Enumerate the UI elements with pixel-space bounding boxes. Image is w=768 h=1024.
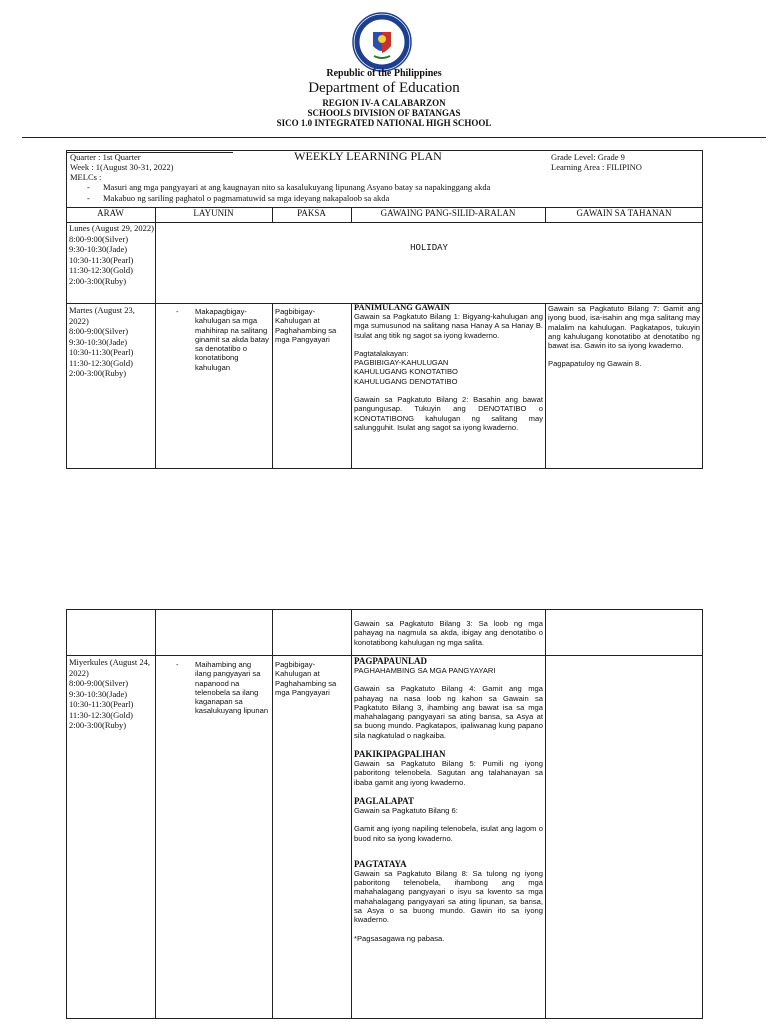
col-layunin: LAYUNIN bbox=[193, 208, 234, 218]
quarter-underline bbox=[67, 152, 233, 153]
martes-slot-ruby: 2:00-3:00(Ruby) bbox=[69, 368, 127, 378]
col-divider bbox=[545, 207, 546, 222]
lunes-date: Lunes (August 29, 2022) bbox=[69, 223, 154, 233]
miyerkules-slot-pearl: 10:30-11:30(Pearl) bbox=[69, 699, 134, 709]
week-text: Week : 1(August 30-31, 2022) bbox=[70, 162, 174, 172]
lunes-slot-silver: 8:00-9:00(Silver) bbox=[69, 233, 129, 244]
topic-line-2: KAHULUGANG KONOTATIBO bbox=[354, 367, 458, 377]
gawain-7: Gawain sa Pagkatuto Bilang 7: Gamit ang iyong buod, isa-isahin ang mga salitang may malalim na kahulugan. Pagkatapos, tukuyin ang kahulugang konotatibo at denotatibo ng bawat isa. Gawin ito sa iyong kwaderno. bbox=[548, 304, 700, 351]
col-divider bbox=[351, 207, 352, 222]
col-divider bbox=[351, 303, 352, 469]
col-gawain: GAWAING PANG-SILID-ARALAN bbox=[380, 208, 516, 218]
topic-line-1: PAGBIBIGAY-KAHULUGAN bbox=[354, 358, 449, 368]
miyerkules-date: Miyerkules (August 24, 2022) bbox=[69, 657, 150, 678]
miyerkules-slot-gold: 11:30-12:30(Gold) bbox=[69, 709, 133, 720]
martes-tahanan bbox=[548, 304, 700, 369]
division-text: SCHOOLS DIVISION OF BATANGAS bbox=[307, 108, 461, 118]
col-araw: ARAW bbox=[97, 208, 124, 218]
gawain-4: Gawain sa Pagkatuto Bilang 4: Gamit ang mga pahayag na nasa loob ng kahon sa Gawain sa Pagkatuto Bilang 3, ihambing ang bawat isa sa mga mahahalagang pangyayari sa ating bansa, sa Asya at sa buong mundo. Pagkatapos, ipaliwanag kung papano sila nagkatulad o nagkaiba. bbox=[354, 684, 543, 740]
lunes-slot-pearl: 10:30-11:30(Pearl) bbox=[69, 254, 134, 265]
col-tahanan: GAWAIN SA TAHANAN bbox=[576, 208, 672, 218]
col-divider bbox=[545, 303, 546, 469]
school-name: SICO 1.0 INTEGRATED NATIONAL HIGH SCHOOL bbox=[276, 118, 492, 128]
melc-bullet-2: - bbox=[87, 193, 90, 203]
gawain-8: Gawain sa Pagkatuto Bilang 8: Sa tulong ng iyong paboritong telenobela, ihambong ang mga mahahalagang pangyayari o isyu sa kwento sa mga mahahalagang pangyayari sa ating lipunan, sa bansa, sa Asya o sa buong mundo. Gawin ito sa iyong kwaderno. bbox=[354, 868, 543, 925]
miyerkules-day bbox=[69, 657, 154, 731]
pagtatalakayan-label: Pagtatalakayan: bbox=[354, 348, 409, 358]
col-divider bbox=[272, 609, 273, 1019]
pabasa-note: *Pagsasagawa ng pabasa. bbox=[354, 933, 445, 943]
pagpapaunlad-heading: PAGPAPAUNLAD bbox=[354, 656, 427, 666]
department-title: Department of Education bbox=[308, 80, 460, 96]
pakikipagpalihan-heading: PAKIKIPAGPALIHAN bbox=[354, 749, 446, 760]
lunes-slot-jade: 9:30-10:30(Jade) bbox=[69, 244, 128, 254]
col-divider bbox=[155, 609, 156, 1019]
col-divider bbox=[351, 609, 352, 1019]
region-text: REGION IV-A CALABARZON bbox=[322, 98, 446, 108]
republic-text: Republic of the Philippines bbox=[326, 68, 442, 79]
melc-1: Masuri ang mga pangyayari at ang kaugnayan nito sa kasalukuyang lipunang Asyano batay sa napakinggang akda bbox=[103, 182, 491, 192]
martes-day bbox=[69, 305, 154, 379]
martes-slot-gold: 11:30-12:30(Gold) bbox=[69, 357, 133, 368]
gawain-1: Gawain sa Pagkatuto Bilang 1: Bigyang-kahulugan ang mga sumusunod na salitang nasa Hanay A sa Hanay B. Isulat ang titik ng sagot sa iyong kwaderno. bbox=[354, 312, 543, 340]
martes-paksa: Pagbibigay-Kahulugan at Paghahambing sa mga Pangyayari bbox=[275, 307, 337, 344]
martes-slot-jade: 9:30-10:30(Jade) bbox=[69, 336, 128, 347]
col-divider bbox=[545, 609, 546, 1019]
quarter-text: Quarter : 1st Quarter bbox=[70, 152, 141, 162]
martes-dash: - bbox=[176, 307, 179, 316]
gawain-2: Gawain sa Pagkatuto Bilang 2: Basahin ang bawat pangungusap. Tukuyin ang DENOTATIBO o KONOTATIBONG kahulugan ng salitang may salungguhit. Isulat ang sagot sa iyong kwaderno. bbox=[354, 395, 543, 432]
miyerkules-dash: - bbox=[176, 660, 179, 669]
melc-2: Makabuo ng sariling paghatol o pagmamatuwid sa mga ideyang nakapaloob sa akda bbox=[103, 193, 390, 203]
panimulang-gawain-heading: PANIMULANG GAWAIN bbox=[354, 302, 450, 312]
header-divider bbox=[22, 137, 766, 138]
deped-seal-logo bbox=[352, 12, 412, 72]
martes-slot-pearl: 10:30-11:30(Pearl) bbox=[69, 347, 134, 357]
melc-bullet-1: - bbox=[87, 182, 90, 192]
gawain-3: Gawain sa Pagkatuto Bilang 3: Sa loob ng mga pahayag na nagmula sa akda, ibigay ang denotatibo o konotatibong kahulugan ng mga salita. bbox=[354, 619, 543, 647]
miyerkules-layunin: Maihambing ang ilang pangyayari sa napanood na telenobela sa ilang kaganapan sa kasalukuyang lipunan bbox=[195, 660, 269, 716]
gawain-6-label: Gawain sa Pagkatuto Bilang 6: bbox=[354, 805, 458, 815]
melcs-label: MELCs : bbox=[70, 172, 102, 182]
miyerkules-gawain bbox=[354, 656, 543, 943]
pagtataya-heading: PAGTATAYA bbox=[354, 858, 407, 869]
martes-gawain bbox=[354, 303, 543, 432]
martes-date: Martes (August 23, 2022) bbox=[69, 305, 135, 326]
lunes-day bbox=[69, 223, 154, 286]
pagpapaunlad-subheading: PAGHAHAMBING SA MGA PANGYAYARI bbox=[354, 666, 496, 675]
holiday-label: HOLIDAY bbox=[410, 243, 448, 253]
col-divider bbox=[272, 207, 273, 222]
topic-line-3: KAHULUGANG DENOTATIBO bbox=[354, 376, 458, 386]
miyerkules-slot-silver: 8:00-9:00(Silver) bbox=[69, 678, 129, 688]
header-row-bottom bbox=[66, 222, 703, 223]
plan-title: WEEKLY LEARNING PLAN bbox=[294, 149, 442, 163]
lunes-slot-ruby: 2:00-3:00(Ruby) bbox=[69, 275, 127, 286]
lunes-slot-gold: 11:30-12:30(Gold) bbox=[69, 265, 133, 275]
grade-level: Grade Level: Grade 9 bbox=[551, 152, 625, 162]
gawain-5: Gawain sa Pagkatuto Bilang 5: Pumili ng iyong paboritong telenobela. Sagutan ang talahanayan sa ibaba gamit ang iyong kwaderno. bbox=[354, 759, 543, 787]
martes-layunin: Makapagbigay-kahulugan sa mga mahihirap na salitang ginamit sa akda batay sa denotatibo o konotatibong kahulugan bbox=[195, 307, 269, 372]
pagpapatuloy-text: Pagpapatuloy ng Gawain 8. bbox=[548, 359, 642, 369]
col-paksa: PAKSA bbox=[297, 208, 326, 218]
gawain-6: Gamit ang iyong napiling telenobela, isulat ang lagom o buod nito sa iyong kwaderno. bbox=[354, 824, 543, 843]
paglalapat-heading: PAGLALAPAT bbox=[354, 795, 414, 806]
learning-area: Learning Area : FILIPINO bbox=[551, 162, 642, 172]
martes-slot-silver: 8:00-9:00(Silver) bbox=[69, 326, 129, 336]
col-divider bbox=[272, 303, 273, 469]
miyerkules-paksa: Pagbibigay-Kahulugan at Paghahambing sa mga Pangyayari bbox=[275, 660, 337, 697]
miyerkules-slot-ruby: 2:00-3:00(Ruby) bbox=[69, 720, 127, 730]
miyerkules-slot-jade: 9:30-10:30(Jade) bbox=[69, 688, 128, 699]
